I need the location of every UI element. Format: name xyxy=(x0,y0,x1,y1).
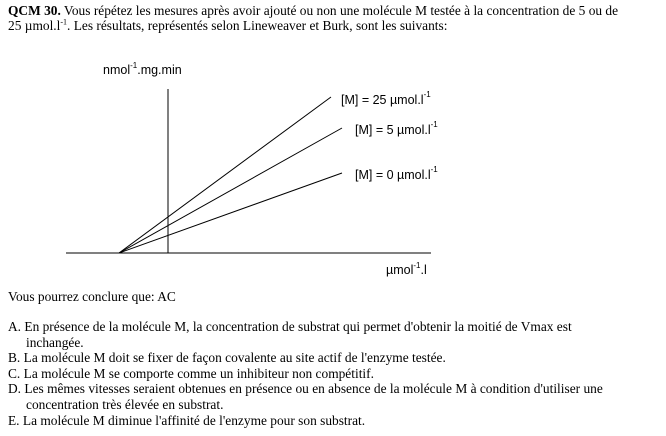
answer-list xyxy=(8,319,658,428)
series-line-5 xyxy=(119,128,342,253)
x-axis-label: µmol$^{-1}$.l xyxy=(386,261,427,277)
question-line-2: 25 µmol.l xyxy=(8,18,61,33)
answer-a: A. En présence de la molécule M, la concentration de substrat qui permet d'obtenir la moitié de Vmax est inchangée. xyxy=(8,319,572,350)
question-number: QCM 30. xyxy=(8,3,61,18)
series-line-25 xyxy=(119,97,331,253)
conclusion-text: Vous pourrez conclure que: AC xyxy=(8,289,176,304)
answer-c: C. La molécule M se comporte comme un inhibiteur non compétitif. xyxy=(8,365,374,381)
y-axis-label: nmol$^{-1}$.mg.min xyxy=(103,61,182,77)
series-label-0: [M] = 0 $\mu mol.l^{-1}$ xyxy=(355,165,438,182)
series-label-5: [M] = 5 $\mu mol.l^{-1}$ xyxy=(355,120,438,137)
answer-d: D. Les mêmes vitesses seraient obtenues en présence ou en absence de la molécule M à condition d'utiliser une concentration très élevée en substrat. xyxy=(8,381,603,412)
series-line-0 xyxy=(119,173,342,253)
question-unit-exponent: -1 xyxy=(60,17,68,27)
answer-b: B. La molécule M doit se fixer de façon covalente au site actif de l'enzyme testée. xyxy=(8,350,446,366)
question-line-2-end: . Les résultats, représentés selon Lineweaver et Burk, sont les suivants: xyxy=(67,18,448,33)
answer-e: E. La molécule M diminue l'affinité de l'enzyme pour son substrat. xyxy=(8,412,366,428)
series-label-25: [M] = 25 $\mu mol.l^{-1}$ xyxy=(341,90,431,107)
question-line-1: Vous répétez les mesures après avoir ajouté ou non une molécule M testée à la concentration de 5 ou de xyxy=(63,3,619,18)
